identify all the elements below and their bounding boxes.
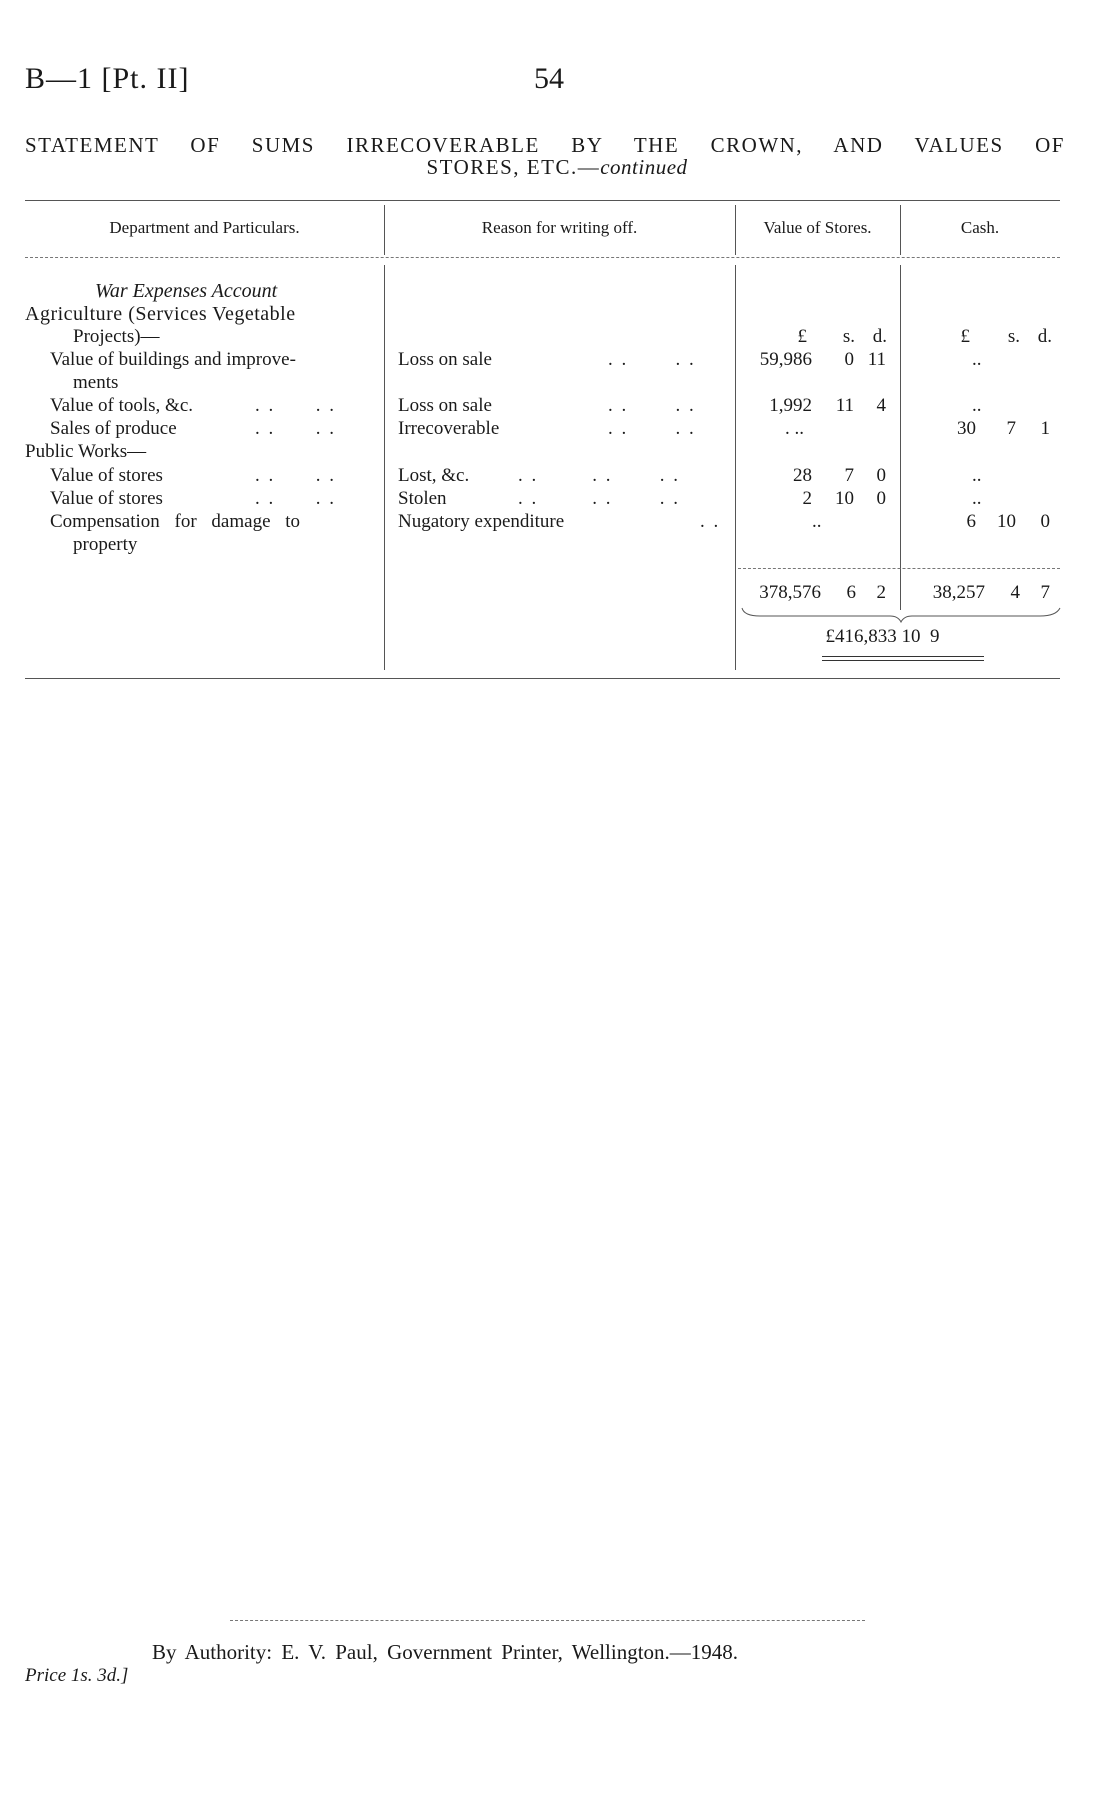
stores-shilling-unit: s.: [842, 326, 855, 347]
row3-stores: . ..: [785, 418, 804, 439]
row2-leader-dots: . . . .: [608, 395, 696, 416]
stores-pence-unit: d.: [872, 326, 887, 347]
row1-stores-pence: 11: [867, 349, 886, 370]
column-divider-2-body: [735, 265, 736, 670]
row4-leader-dots: . . . . . .: [518, 465, 680, 486]
totals-top-rule: [738, 568, 1060, 569]
row4-stores-pounds: 28: [793, 465, 812, 486]
row5-stores-shillings: 10: [835, 488, 854, 509]
authority-line: By Authority: E. V. Paul, Government Printer, Wellington.—1948.: [152, 1640, 739, 1664]
row3-particular: Sales of produce: [50, 418, 177, 439]
row3-cash-shillings: 7: [1006, 418, 1016, 439]
price-line: [25, 1665, 128, 1687]
row4-reason: Lost, &c.: [398, 465, 470, 486]
row3-reason: Irrecoverable: [398, 418, 500, 439]
total-cash-pounds: 38,257: [932, 582, 985, 603]
statement-title-line1: STATEMENT OF SUMS IRRECOVERABLE BY THE CROWN, AND VALUES OF: [25, 133, 1065, 157]
group-heading-agriculture-1: Agriculture (Services Vegetable: [25, 303, 296, 325]
row4-stores-shillings: 7: [844, 465, 854, 486]
section-heading: [95, 280, 277, 303]
row2-stores-pounds: 1,992: [769, 395, 812, 416]
column-header-department: Department and Particulars.: [109, 218, 300, 237]
row4-cash: ..: [972, 465, 982, 486]
row2-reason: Loss on sale: [398, 395, 492, 416]
row1-stores-shillings: 0: [844, 349, 854, 370]
row2-particular-dots: . . . .: [255, 395, 336, 416]
table-top-rule: [25, 200, 1060, 201]
group-heading-public-works: Public Works—: [25, 441, 147, 462]
total-stores-shillings: 6: [846, 582, 856, 603]
total-stores-pounds: 378,576: [759, 582, 821, 603]
row1-cash: ..: [972, 349, 982, 370]
row6-stores: ..: [812, 511, 822, 532]
row5-reason: Stolen: [398, 488, 447, 509]
grand-total-underline-1: [822, 656, 984, 657]
document-reference: B—1 [Pt. II]: [25, 62, 190, 95]
row6-cash-shillings: 10: [997, 511, 1016, 532]
totals-brace: [740, 606, 1062, 624]
row5-stores-pence: 0: [876, 488, 886, 509]
row4-particular-dots: . . . .: [255, 465, 336, 486]
row1-reason: Loss on sale: [398, 349, 492, 370]
statement-title-line2: [0, 155, 1114, 180]
total-cash-pence: 7: [1040, 582, 1050, 603]
row3-leader-dots: . . . .: [608, 418, 696, 439]
row5-particular: Value of stores: [50, 488, 163, 509]
row6-particular-cont: property: [73, 534, 138, 555]
row5-stores-pounds: 2: [802, 488, 812, 509]
column-header-reason: Reason for writing off.: [481, 218, 638, 237]
total-cash-shillings: 4: [1010, 582, 1020, 603]
row2-particular: Value of tools, &c.: [50, 395, 194, 416]
row3-cash-pounds: 30: [957, 418, 976, 439]
row4-stores-pence: 0: [876, 465, 886, 486]
header-bottom-rule: [25, 257, 1060, 258]
footer-rule: [230, 1620, 865, 1621]
row5-cash: ..: [972, 488, 982, 509]
column-divider-3-body: [900, 265, 901, 610]
cash-pence-unit: d.: [1037, 326, 1052, 347]
grand-total-underline-2: [822, 660, 984, 661]
cash-pound-unit: £: [960, 326, 970, 347]
row6-particular: Compensation for damage to: [50, 511, 301, 532]
section-heading-text: War Expenses Account: [95, 280, 278, 302]
table-bottom-rule: [25, 678, 1060, 679]
row4-particular: Value of stores: [50, 465, 163, 486]
row6-cash-pence: 0: [1040, 511, 1050, 532]
row5-leader-dots: . . . . . .: [518, 488, 680, 509]
title-line2-text: STORES, ETC.—: [426, 155, 601, 179]
row2-stores-shillings: 11: [835, 395, 854, 416]
cash-shilling-unit: s.: [1007, 326, 1020, 347]
row2-cash: ..: [972, 395, 982, 416]
column-header-cash: Cash.: [960, 218, 1000, 237]
column-divider-1-body: [384, 265, 385, 670]
row6-cash-pounds: 6: [966, 511, 976, 532]
column-header-value-of-stores: Value of Stores.: [763, 218, 872, 237]
price-text: Price 1s. 3d.]: [25, 1665, 129, 1686]
row3-particular-dots: . . . .: [255, 418, 336, 439]
row3-cash-pence: 1: [1040, 418, 1050, 439]
row1-particular-cont: ments: [73, 372, 119, 393]
stores-pound-unit: £: [797, 326, 807, 347]
row1-stores-pounds: 59,986: [759, 349, 812, 370]
row6-reason: Nugatory expenditure: [398, 511, 565, 532]
row2-stores-pence: 4: [876, 395, 886, 416]
row1-leader-dots: . . . .: [608, 349, 696, 370]
page-number: 54: [534, 62, 564, 95]
group-heading-agriculture-2: Projects)—: [73, 326, 160, 347]
row1-particular: Value of buildings and improve-: [50, 349, 296, 370]
total-stores-pence: 2: [876, 582, 886, 603]
row6-leader-dots: . .: [700, 511, 721, 532]
row5-particular-dots: . . . .: [255, 488, 336, 509]
title-continued: continued: [600, 155, 688, 179]
grand-total: £416,833 10 9: [825, 626, 940, 647]
